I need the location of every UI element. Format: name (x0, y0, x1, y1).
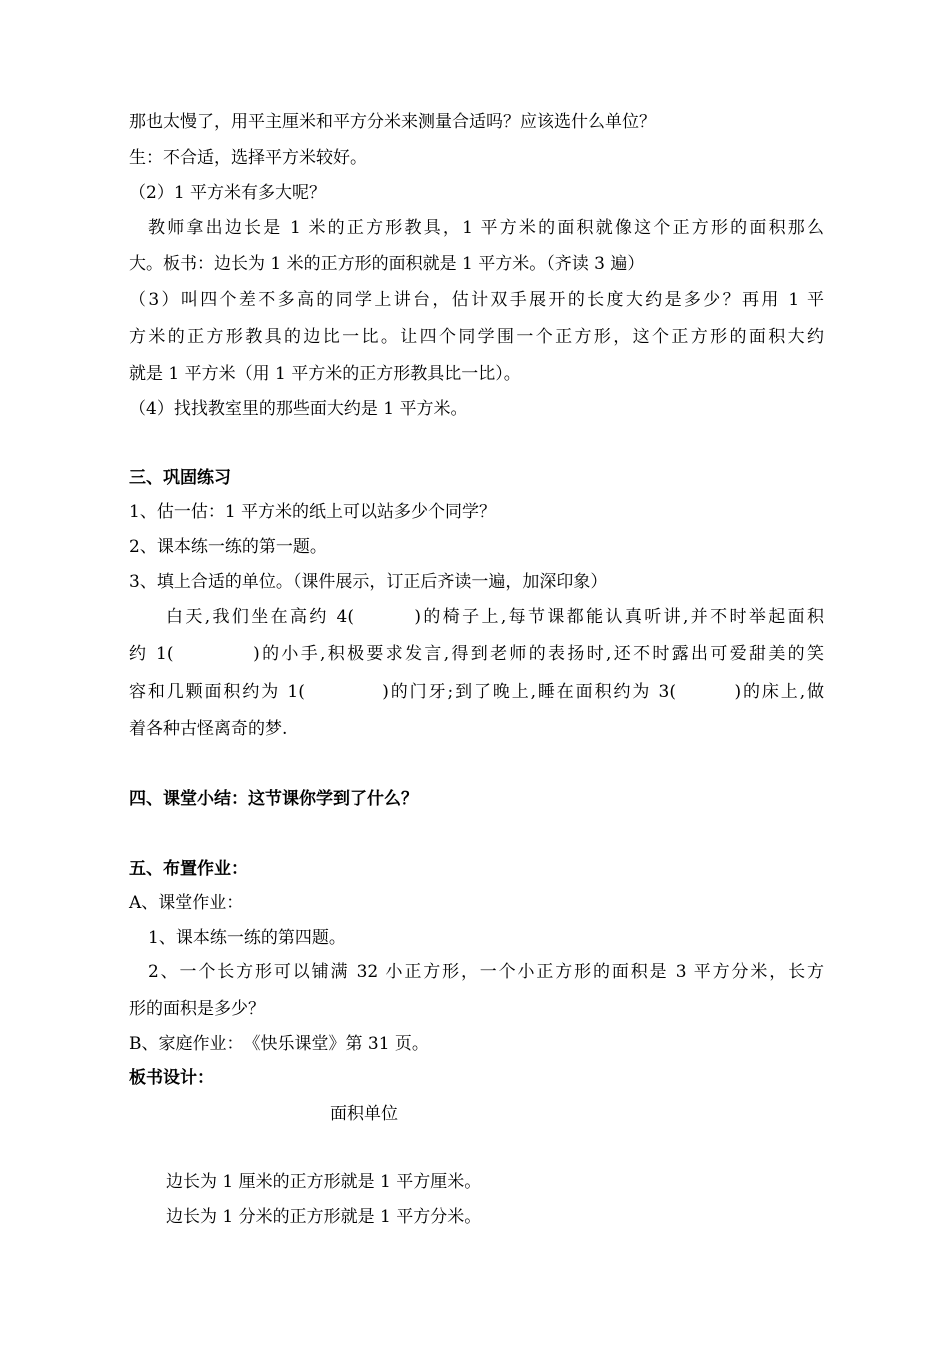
paragraph-line: B、家庭作业： 《快乐课堂》第 31 页。 (129, 1034, 429, 1054)
section-heading: 五、布置作业： (129, 859, 248, 879)
section-heading: 板书设计： (129, 1068, 214, 1088)
paragraph-line: 容和几颗面积约为 1( )的门牙;到了晚上,睡在面积约为 3( )的床上,做 (129, 682, 824, 702)
paragraph-line: A、课堂作业： (129, 893, 244, 913)
paragraph-line: （2）1 平方米有多大呢？ (129, 183, 327, 203)
section-heading: 三、巩固练习 (129, 468, 231, 488)
section-heading: 四、课堂小结：这节课你学到了什么？ (129, 789, 418, 809)
paragraph-line: 就是 1 平方米（用 1 平方米的正方形教具比一比）。 (129, 364, 521, 384)
paragraph-line: 约 1( )的小手,积极要求发言,得到老师的表扬时,还不时露出可爱甜美的笑 (129, 644, 824, 664)
paragraph-line: 生：不合适，选择平方米较好。 (129, 148, 367, 168)
paragraph-line: 着各种古怪离奇的梦. (129, 719, 288, 739)
board-line: 边长为 1 厘米的正方形就是 1 平方厘米。 (166, 1172, 482, 1192)
paragraph-line: 1、课本练一练的第四题。 (148, 928, 346, 948)
paragraph-line: 教师拿出边长是 1 米的正方形教具，1 平方米的面积就像这个正方形的面积那么 (148, 218, 824, 238)
paragraph-line: 2、课本练一练的第一题。 (129, 537, 327, 557)
paragraph-line: （3）叫四个差不多高的同学上讲台，估计双手展开的长度大约是多少？再用 1 平 (129, 290, 824, 310)
paragraph-line: 大。板书：边长为 1 米的正方形的面积就是 1 平方米。（齐读 3 遍） (129, 254, 645, 274)
paragraph-line: 那也太慢了，用平主厘米和平方分米来测量合适吗？应该选什么单位？ (129, 112, 656, 132)
paragraph-line: 1、估一估：1 平方米的纸上可以站多少个同学？ (129, 502, 497, 522)
board-title: 面积单位 (330, 1104, 398, 1124)
paragraph-line: 形的面积是多少？ (129, 999, 265, 1019)
paragraph-line: 白天,我们坐在高约 4( )的椅子上,每节课都能认真听讲,并不时举起面积 (166, 607, 824, 627)
paragraph-line: 2、一个长方形可以铺满 32 小正方形，一个小正方形的面积是 3 平方分米，长方 (148, 962, 824, 982)
board-line: 边长为 1 分米的正方形就是 1 平方分米。 (166, 1207, 482, 1227)
paragraph-line: 3、填上合适的单位。（课件展示，订正后齐读一遍，加深印象） (129, 572, 608, 592)
paragraph-line: （4）找找教室里的那些面大约是 1 平方米。 (129, 399, 468, 419)
paragraph-line: 方米的正方形教具的边比一比。让四个同学围一个正方形，这个正方形的面积大约 (129, 327, 824, 347)
